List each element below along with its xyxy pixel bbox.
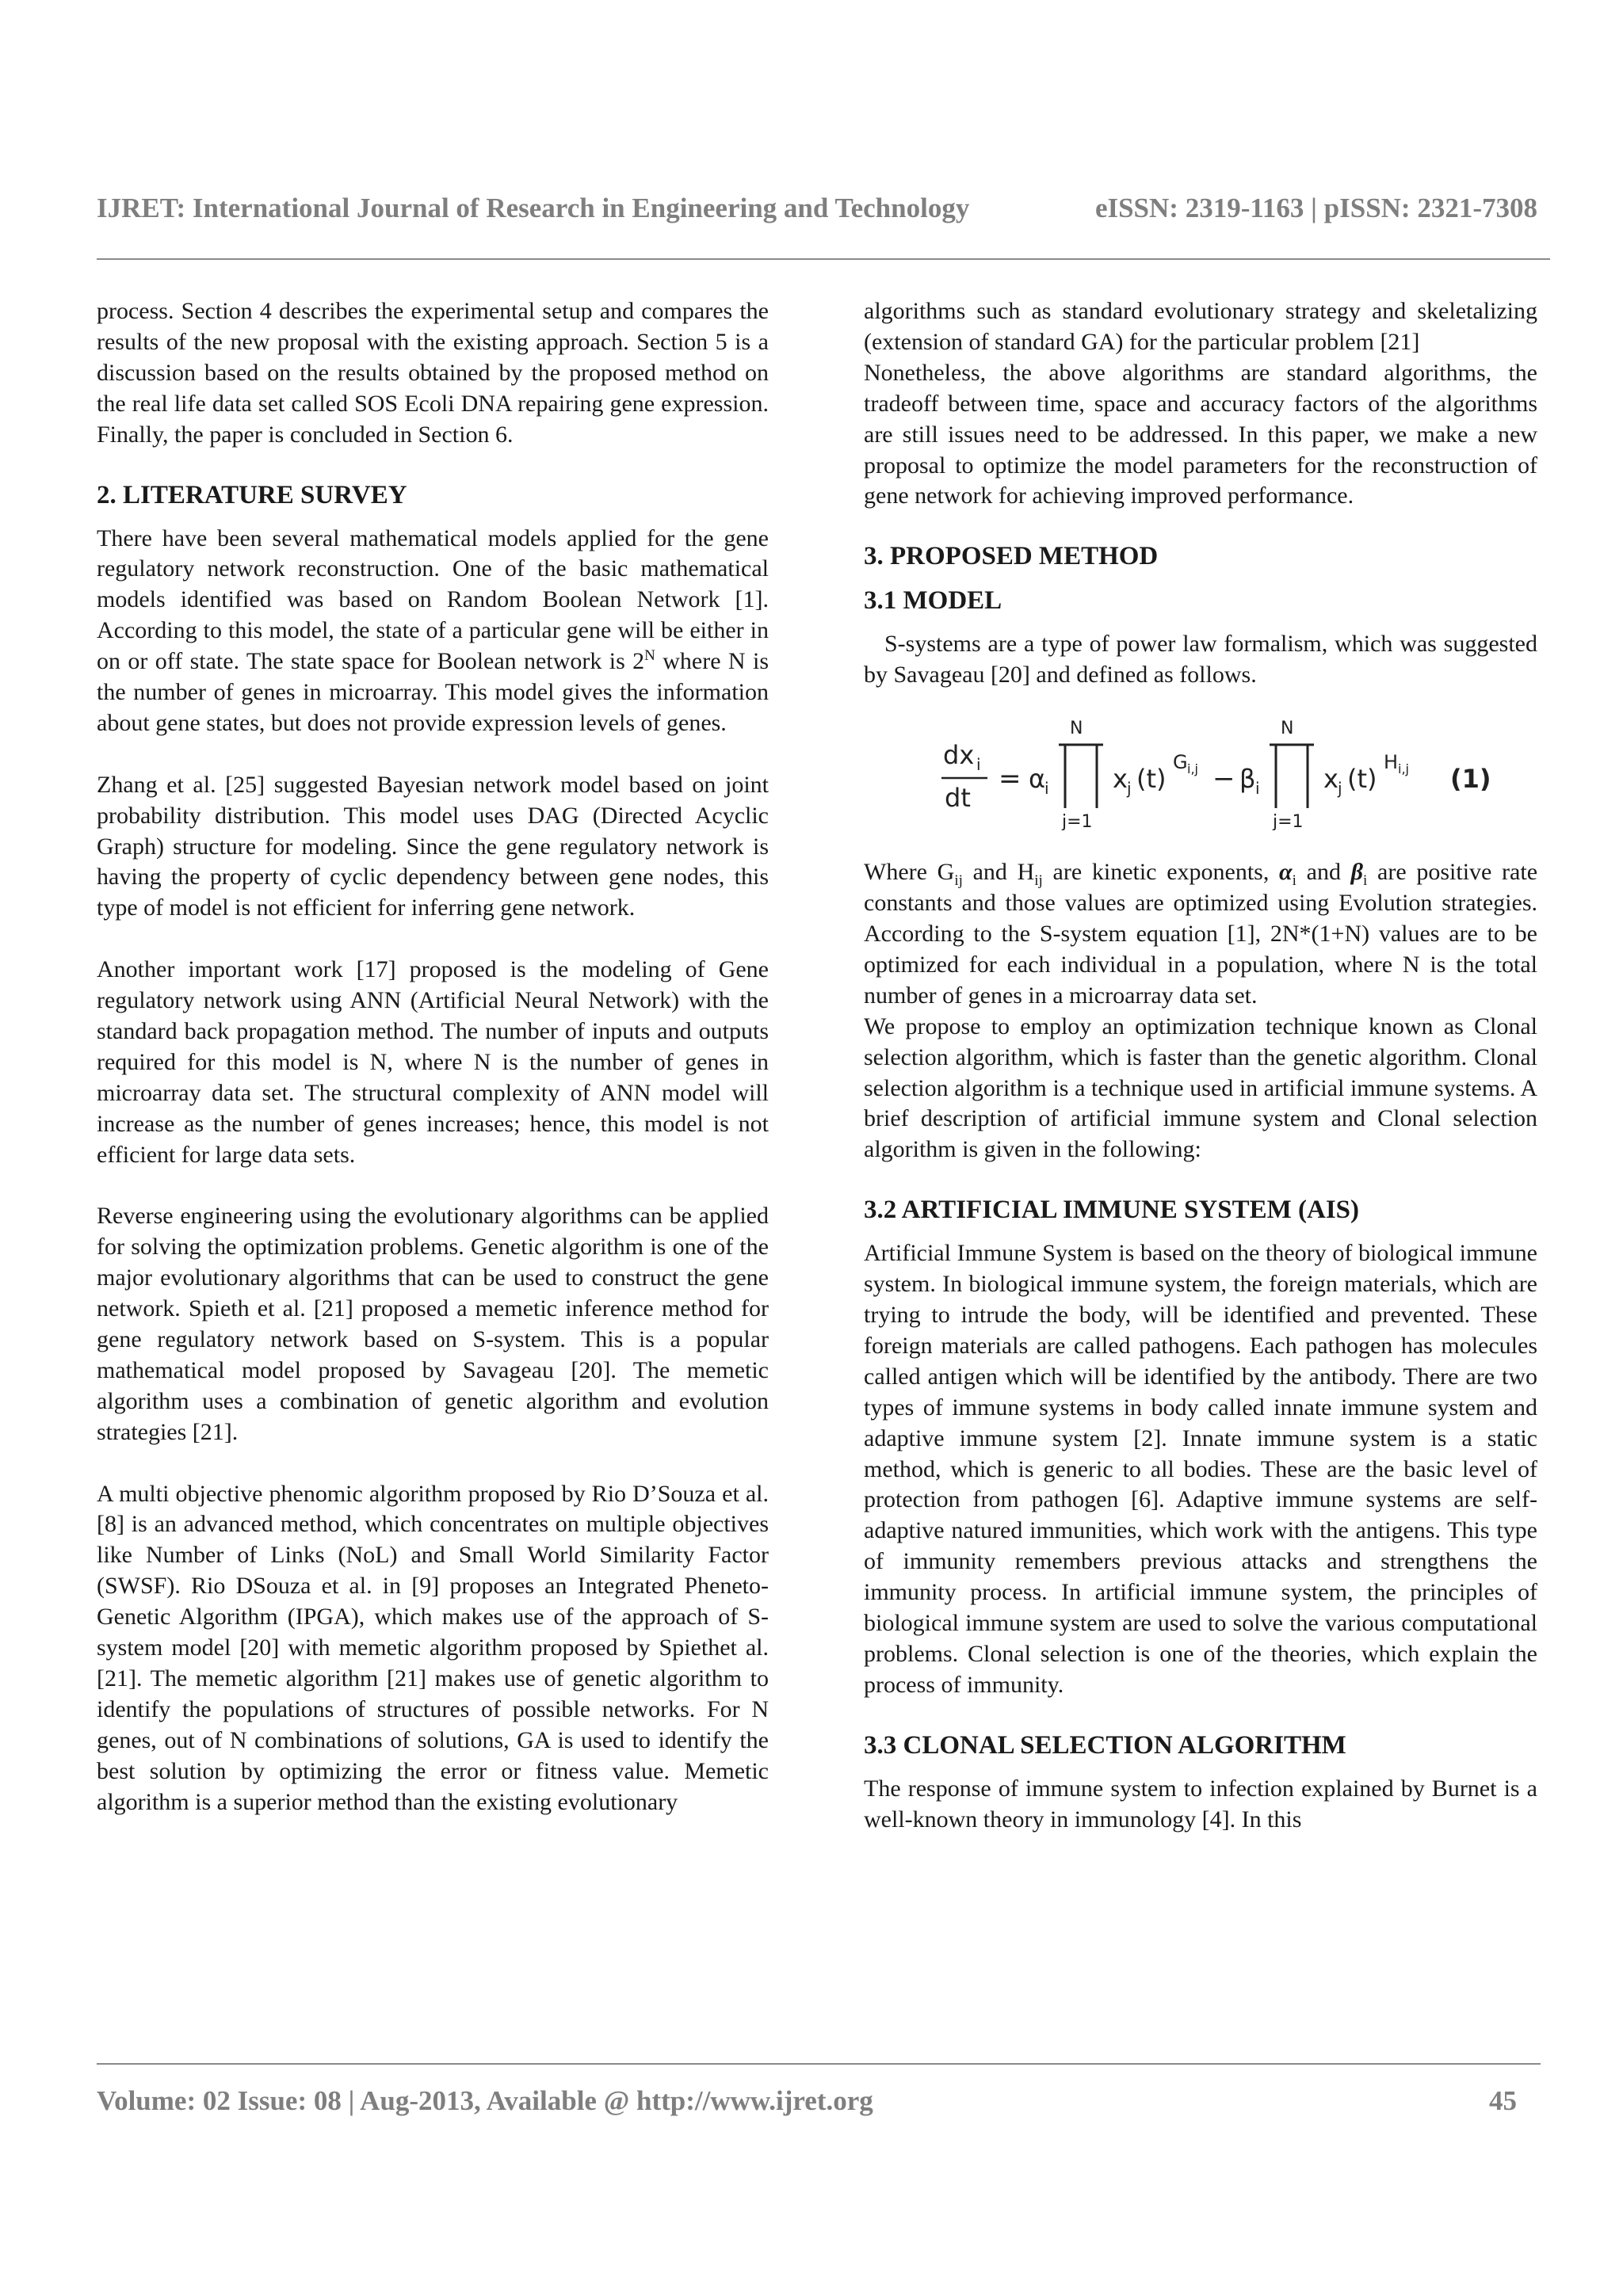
- eq-dx: dx: [943, 740, 975, 771]
- superscript-n: N: [644, 647, 655, 665]
- running-footer: [97, 2085, 1537, 2117]
- where-sub-h: ij: [1034, 872, 1043, 890]
- where-text-3: are kinetic exponents,: [1042, 859, 1280, 886]
- eq-t2: (t): [1347, 764, 1377, 795]
- literature-paragraph-1-part-a: There have been several mathematical models applied for the gene regulatory network reconstruction. One of the basic mathematical models identified was based on Random Boolean Network [1]. According to this model, the state of a particular gene will be either in on or off state. The state space for Boolean network is 2: [97, 524, 769, 675]
- eq-beta: β: [1239, 764, 1256, 795]
- heading-proposed-method: 3. PROPOSED METHOD: [864, 542, 1159, 571]
- nonetheless-paragraph: Nonetheless, the above algorithms are standard algorithms, the tradeoff between time, space and accuracy factors of the algorithms are still issues need to be addressed. In this paper, we make a new proposal to optimize the model parameters for the reconstruction of gene network for achieving improved performance.: [864, 359, 1537, 509]
- where-paragraph: [864, 857, 1537, 1012]
- literature-paragraph-1: [97, 524, 769, 739]
- clonal-paragraph: The response of immune system to infection explained by Burnet is a well-known theory in immunology [4]. In this: [864, 1775, 1537, 1833]
- where-text-1: Where G: [864, 859, 955, 886]
- eq-prod2-upper: N: [1281, 719, 1294, 739]
- where-text-2: and H: [962, 859, 1035, 886]
- where-text-5: are positive rate constants and those values are optimized using Evolution strategies. According to the S-system equation [1], 2N*(1+N) values are to be optimized for each individual in a population, where N is the total number of genes in a microarray data set.: [864, 859, 1538, 1009]
- propose-paragraph: We propose to employ an optimization technique known as Clonal selection algorithm, which is faster than the genetic algorithm. Clonal selection algorithm is a technique used in artificial immune systems. A brief description of artificial immune system and Clonal selection algorithm is given in the following:: [864, 1013, 1537, 1163]
- eq-prod1-upper: N: [1070, 719, 1083, 739]
- eq-beta-sub: i: [1255, 779, 1260, 799]
- eq-number: (1): [1450, 764, 1491, 795]
- eq-exp-g-sub: i,j: [1187, 761, 1198, 777]
- eq-x1: x: [1113, 764, 1128, 795]
- heading-artificial-immune-system: 3.2 ARTIFICIAL IMMUNE SYSTEM (AIS): [864, 1196, 1360, 1225]
- literature-paragraph-3: Another important work [17] proposed is the modeling of Gene regulatory network using ANN (Artificial Neural Network) with the standard back propagation method. The number of inputs and outputs required for this model is N, where N is the number of genes in microarray data set. The structural complexity of ANN model will increase as the number of genes increases; hence, this model is not efficient for large data sets.: [97, 956, 769, 1168]
- where-sub-alpha: i: [1292, 872, 1296, 890]
- eq-alpha: α: [1029, 764, 1046, 795]
- journal-name: IJRET: International Journal of Research in Engineering and Technology: [97, 193, 970, 223]
- heading-literature-survey: 2. LITERATURE SURVEY: [97, 480, 407, 509]
- where-text-4: and: [1296, 859, 1351, 886]
- eq-x2: x: [1323, 764, 1338, 795]
- equation-figure: [911, 711, 1514, 830]
- s-system-equation: [864, 711, 1537, 830]
- where-alpha: α: [1279, 859, 1293, 886]
- heading-clonal-selection: 3.3 CLONAL SELECTION ALGORITHM: [864, 1730, 1346, 1760]
- literature-paragraph-5: A multi objective phenomic algorithm proposed by Rio D’Souza et al. [8] is an advanced method, which concentrates on multiple objectives like Number of Links (NoL) and Small World Similarity Factor (SWSF). Rio DSouza et al. in [9] proposes an Integrated Pheneto-Genetic Algorithm (IPGA), which makes use of the approach of S-system model [20] with memetic algorithm proposed by Spiethet al. [21]. The memetic algorithm [21] makes use of genetic algorithm to identify the populations of structures of possible networks. For N genes, out of N combinations of solutions, GA is used to identify the best solution by optimizing the error or fitness value. Memetic algorithm is a superior method than the existing evolutionary: [97, 1480, 769, 1815]
- volume-info: Volume: 02 Issue: 08 | Aug-2013, Available @ http://www.ijret.org: [97, 2085, 873, 2116]
- eq-x1-sub: j: [1127, 779, 1132, 799]
- where-beta: β: [1350, 859, 1364, 886]
- issn-numbers: eISSN: 2319-1163 | pISSN: 2321-7308: [1094, 193, 1537, 223]
- eq-prod2-lower: j=1: [1273, 812, 1304, 831]
- where-sub-g: ij: [954, 872, 963, 890]
- eq-exp-h: H: [1384, 751, 1399, 774]
- continued-paragraph: algorithms such as standard evolutionary strategy and skeletalizing (extension of standard GA) for the particular problem [21]: [864, 298, 1537, 355]
- eq-equals: =: [999, 763, 1022, 795]
- eq-alpha-sub: i: [1044, 779, 1049, 799]
- eq-x2-sub: j: [1338, 779, 1342, 799]
- eq-exp-g: G: [1173, 751, 1188, 774]
- heading-model: 3.1 MODEL: [864, 586, 1002, 616]
- where-sub-beta: i: [1363, 872, 1368, 890]
- running-header: [97, 193, 1537, 224]
- eq-exp-h-sub: i,j: [1398, 761, 1409, 777]
- literature-paragraph-4: Reverse engineering using the evolutionary algorithms can be applied for solving the optimization problems. Genetic algorithm is one of the major evolutionary algorithms that can be used to construct the gene network. Spieth et al. [21] proposed a memetic inference method for gene regulatory network based on S-system. This is a popular mathematical model proposed by Savageau [20]. The memetic algorithm uses a combination of genetic algorithm and evolution strategies [21].: [97, 1203, 769, 1445]
- footer-rule: [97, 2063, 1541, 2065]
- s-systems-paragraph: S-systems are a type of power law formalism, which was suggested by Savageau [20] and defined as follows.: [864, 631, 1537, 688]
- literature-paragraph-1-part-b: where N is the number of genes in microarray. This model gives the information about gene states, but does not provide expression levels of genes.: [97, 648, 769, 736]
- eq-product-symbol-2: [1270, 745, 1314, 808]
- left-column: [97, 296, 769, 1818]
- eq-minus: −: [1212, 763, 1235, 795]
- intro-paragraph: process. Section 4 describes the experimental setup and compares the results of the new proposal with the existing approach. Section 5 is a discussion based on the results obtained by the proposed method on the real life data set called SOS Ecoli DNA repairing gene expression. Finally, the paper is concluded in Section 6.: [97, 298, 769, 448]
- page-number: 45: [1489, 2085, 1517, 2116]
- eq-prod1-lower: j=1: [1062, 812, 1093, 831]
- eq-dt: dt: [945, 783, 971, 814]
- eq-product-symbol-1: [1059, 745, 1103, 808]
- eq-t1: (t): [1136, 764, 1167, 795]
- header-rule: [97, 258, 1550, 260]
- literature-paragraph-2: Zhang et al. [25] suggested Bayesian network model based on joint probability distribution. This model uses DAG (Directed Acyclic Graph) structure for modeling. Since the gene regulatory network is having the property of cyclic dependency between gene nodes, this type of model is not efficient for inferring gene network.: [97, 771, 769, 921]
- ais-paragraph: Artificial Immune System is based on the theory of biological immune system. In biological immune system, the foreign materials, which are trying to intrude the body, will be identified and prevented. These foreign materials are called pathogens. Each pathogen has molecules called antigen which will be identified by the antibody. There are two types of immune systems in body called innate immune system and adaptive immune system [2]. Innate immune system is a static method, which is generic to all bodies. These are the basic level of protection from pathogen [6]. Adaptive immune systems are self-adaptive natured immunities, which work with the antigens. This type of immunity remembers previous attacks and strengthens the immunity process. In artificial immune system, the principles of biological immune system are used to solve the various computational problems. Clonal selection is one of the theories, which explain the process of immunity.: [864, 1240, 1537, 1698]
- right-column: [864, 296, 1537, 1836]
- eq-dx-sub: i: [976, 755, 981, 775]
